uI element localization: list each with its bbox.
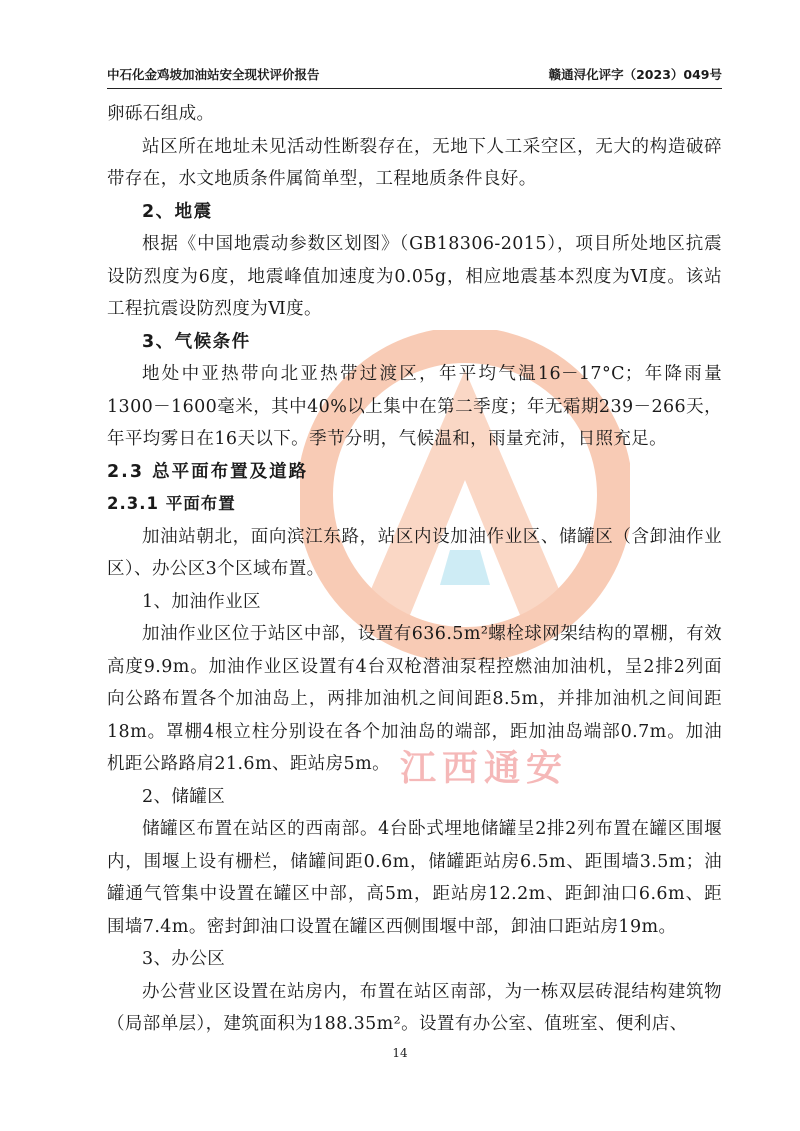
paragraph-soil: 卵砾石组成。 [107, 104, 215, 124]
section-heading-2-3-1: 2.3.1 平面布置 [107, 494, 236, 513]
report-title: 中石化金鸡坡加油站安全现状评价报告 [107, 67, 320, 82]
paragraph-earthquake: 根据《中国地震动参数区划图》（GB18306-2015），项目所处地区抗震设防烈度为6度，地震峰值加速度为0.05g，相应地震基本烈度为Ⅵ度。该站工程抗震设防烈度为Ⅵ度。 [107, 234, 722, 319]
paragraph-geology: 站区所在地址未见活动性断裂存在，无地下人工采空区，无大的构造破碎带存在，水文地质条件属简单型，工程地质条件良好。 [107, 136, 722, 189]
watermark-text: 江西通安 [400, 748, 569, 789]
heading-office-area: 3、办公区 [142, 949, 226, 969]
paragraph-climate: 地处中亚热带向北亚热带过渡区，年平均气温16－17°C；年降雨量1300－1600毫米，其中40%以上集中在第二季度；年无霜期239－266天，年平均雾日在16天以下。季节分明，气候温和，雨量充沛，日照充足。 [107, 364, 722, 449]
paragraph-tank-area: 储罐区布置在站区的西南部。4台卧式埋地储罐呈2排2列布置在罐区围堰内，围堰上设有栅栏，储罐间距0.6m，储罐距站房6.5m、距围墙3.5m；油罐通气管集中设置在罐区中部，高5m，距站房12.2m、距卸油口6.6m、距围墙7.4m。密封卸油口设置在罐区西侧围堰中部，卸油口距站房19m。 [107, 819, 722, 937]
heading-fueling-area: 1、加油作业区 [142, 591, 261, 612]
heading-tank-area: 2、储罐区 [142, 786, 226, 807]
paragraph-fueling-area: 加油作业区位于站区中部，设置有636.5m²螺栓球网架结构的罩棚，有效高度9.9m。加油作业区设置有4台双枪潜油泵程控燃油加油机，呈2排2列面向公路布置各个加油岛上，两排加油机之间间距8.5m，并排加油机之间间距18m。罩棚4根立柱分别设在各个加油岛的端部，距加油岛端部0.7m。加油机距公路路肩21.6m、距站房5m。 [107, 624, 722, 774]
report-number: 赣通浔化评字（2023）049号 [548, 67, 722, 82]
document-body [107, 98, 722, 1041]
heading-climate: 3、气候条件 [142, 331, 251, 352]
paragraph-layout: 加油站朝北，面向滨江东路，站区内设加油作业区、储罐区（含卸油作业区）、办公区3个区域布置。 [107, 526, 722, 579]
heading-earthquake: 2、地震 [142, 201, 213, 222]
page-number: 14 [392, 1046, 408, 1060]
page-header [107, 62, 722, 89]
section-heading-2-3: 2.3 总平面布置及道路 [107, 461, 309, 482]
paragraph-office-area: 办公营业区设置在站房内，布置在站区南部，为一栋双层砖混结构建筑物（局部单层），建筑面积为188.35m²。设置有办公室、值班室、便利店、 [107, 981, 722, 1034]
